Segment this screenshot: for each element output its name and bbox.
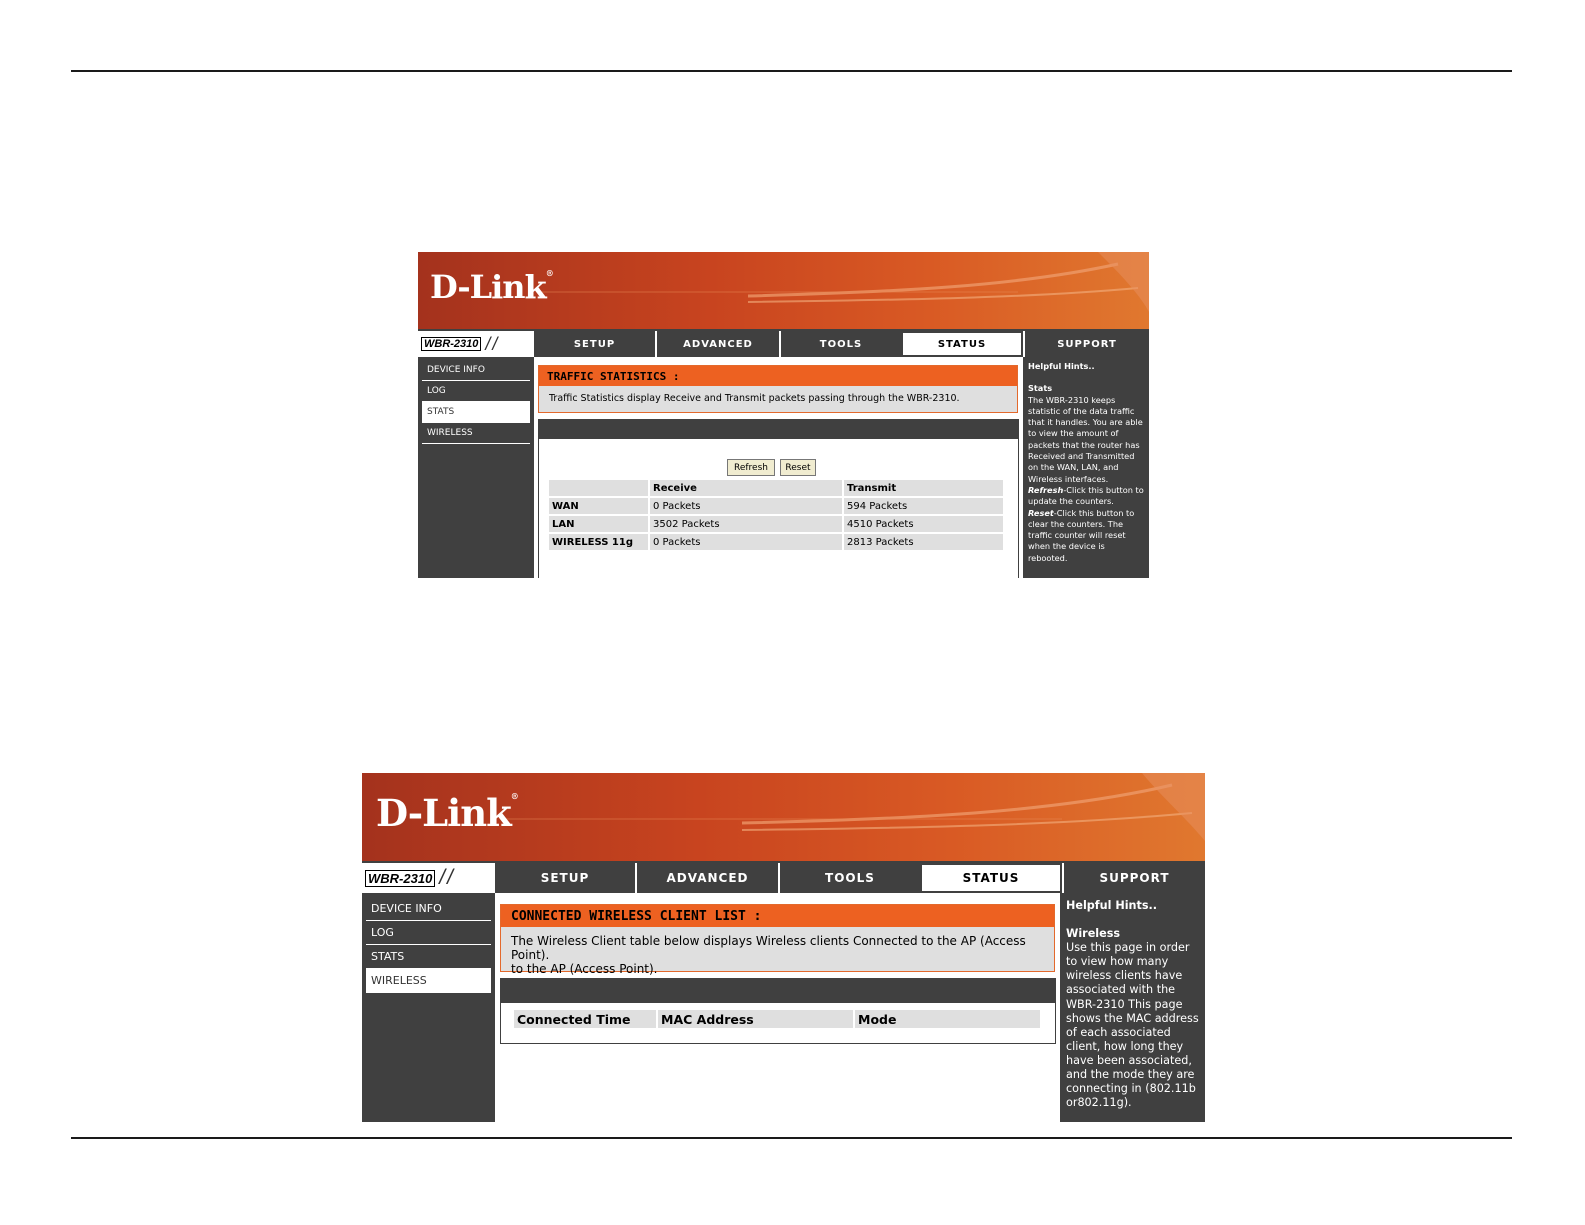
table-header: [549, 480, 648, 496]
sidebar-item-stats[interactable]: STATS: [366, 945, 491, 969]
model-name: WBR-2310: [365, 870, 435, 887]
section-bar: [500, 978, 1056, 1003]
sidebar: [362, 893, 493, 1122]
panel-header: [500, 904, 1055, 976]
table-header: MAC Address: [658, 1010, 853, 1028]
page-description-line1: The Wireless Client table below displays Wireless clients Connected to the AP (Access Point).: [511, 934, 1026, 962]
page-title: TRAFFIC STATISTICS :: [539, 366, 1017, 386]
hints-body: Use this page in order to view how many wireless clients have associated with the WBR-2310 This page shows the MAC address of each associated client, how long they have been associated, and the mode they are connecting in (802.11b or802.11g).: [1066, 941, 1199, 1110]
hints-refresh: [1028, 485, 1146, 508]
client-table: [512, 1008, 1042, 1030]
model-badge: [418, 331, 532, 357]
main-content: [534, 357, 1023, 578]
receive-cell: 0 Packets: [650, 534, 842, 550]
top-nav: [418, 331, 1149, 357]
receive-cell: 0 Packets: [650, 498, 842, 514]
row-label: LAN: [549, 516, 648, 532]
table-header: Transmit: [844, 480, 1003, 496]
hints-refresh-text: -Click this button to update the counters.: [1028, 484, 1144, 507]
tab-setup[interactable]: SETUP: [493, 863, 635, 893]
tab-status[interactable]: STATUS: [901, 331, 1023, 357]
hints-reset-text: -Click this button to clear the counters. The traffic counter will reset when the device is rebooted.: [1028, 507, 1135, 563]
table-header: Mode: [855, 1010, 1040, 1028]
tab-support[interactable]: SUPPORT: [1023, 331, 1149, 357]
header-banner: [362, 773, 1205, 861]
tab-advanced[interactable]: ADVANCED: [655, 331, 779, 357]
header-banner: [418, 252, 1149, 329]
transmit-cell: 594 Packets: [844, 498, 1003, 514]
sidebar-item-log[interactable]: LOG: [366, 921, 491, 945]
sidebar-item-device-info[interactable]: DEVICE INFO: [366, 897, 491, 921]
receive-cell: 3502 Packets: [650, 516, 842, 532]
helpful-hints: [1025, 357, 1149, 578]
hints-title: Helpful Hints..: [1066, 899, 1158, 912]
table-row: [549, 516, 1003, 532]
refresh-button[interactable]: Refresh: [727, 459, 775, 476]
row-label: WAN: [549, 498, 648, 514]
slashes-graphic: //: [485, 333, 500, 354]
traffic-table: [547, 478, 1005, 552]
tab-advanced[interactable]: ADVANCED: [635, 863, 778, 893]
top-rule: [71, 70, 1512, 72]
sidebar-item-stats[interactable]: STATS: [422, 402, 530, 423]
transmit-cell: 2813 Packets: [844, 534, 1003, 550]
section-bar: [538, 419, 1019, 439]
tab-status[interactable]: STATUS: [920, 863, 1062, 893]
hints-heading: Wireless: [1066, 927, 1121, 941]
top-nav: [362, 863, 1205, 893]
sidebar-item-wireless[interactable]: WIRELESS: [366, 969, 491, 993]
sidebar-item-device-info[interactable]: DEVICE INFO: [422, 360, 530, 381]
page-description-line2: to the AP (Access Point).: [511, 962, 658, 976]
table-header-row: [549, 480, 1003, 496]
page-title: CONNECTED WIRELESS CLIENT LIST :: [501, 905, 1054, 927]
hints-heading: Stats: [1028, 383, 1053, 394]
hints-reset-label: Reset: [1028, 507, 1054, 518]
main-content: [495, 893, 1060, 1122]
table-header: Receive: [650, 480, 842, 496]
hints-body: The WBR-2310 keeps statistic of the data traffic that it handles. You are able to view the amount of packets that the router has Received and Transmitted on the WAN, LAN, and Wireless interfaces.: [1028, 394, 1143, 484]
tab-tools[interactable]: TOOLS: [778, 863, 920, 893]
reset-button[interactable]: Reset: [780, 459, 816, 476]
row-label: WIRELESS 11g: [549, 534, 648, 550]
slashes-graphic: //: [439, 866, 455, 889]
page-description: Traffic Statistics display Receive and Transmit packets passing through the WBR-2310.: [539, 386, 1017, 412]
hints-refresh-label: Refresh: [1028, 484, 1064, 495]
router-screenshot-wireless: [362, 773, 1205, 1122]
router-screenshot-stats: [418, 252, 1149, 578]
table-row: [549, 498, 1003, 514]
model-name: WBR-2310: [421, 337, 481, 351]
dlink-logo: D-Link®: [430, 268, 553, 306]
page-description: [501, 927, 1054, 976]
sidebar-item-wireless[interactable]: WIRELESS: [422, 423, 530, 444]
panel-header: [538, 365, 1018, 413]
table-header-row: [514, 1010, 1040, 1028]
bottom-rule: [71, 1137, 1512, 1139]
sidebar-item-log[interactable]: LOG: [422, 381, 530, 402]
sidebar: [418, 357, 532, 578]
table-header: Connected Time: [514, 1010, 656, 1028]
tab-tools[interactable]: TOOLS: [779, 331, 901, 357]
tab-setup[interactable]: SETUP: [532, 331, 655, 357]
hints-title: Helpful Hints..: [1028, 361, 1095, 371]
table-row: [549, 534, 1003, 550]
model-badge: [362, 863, 493, 893]
transmit-cell: 4510 Packets: [844, 516, 1003, 532]
tab-support[interactable]: SUPPORT: [1062, 863, 1205, 893]
hints-reset: [1028, 508, 1146, 564]
dlink-logo: D-Link®: [376, 791, 518, 835]
helpful-hints: [1062, 893, 1205, 1122]
